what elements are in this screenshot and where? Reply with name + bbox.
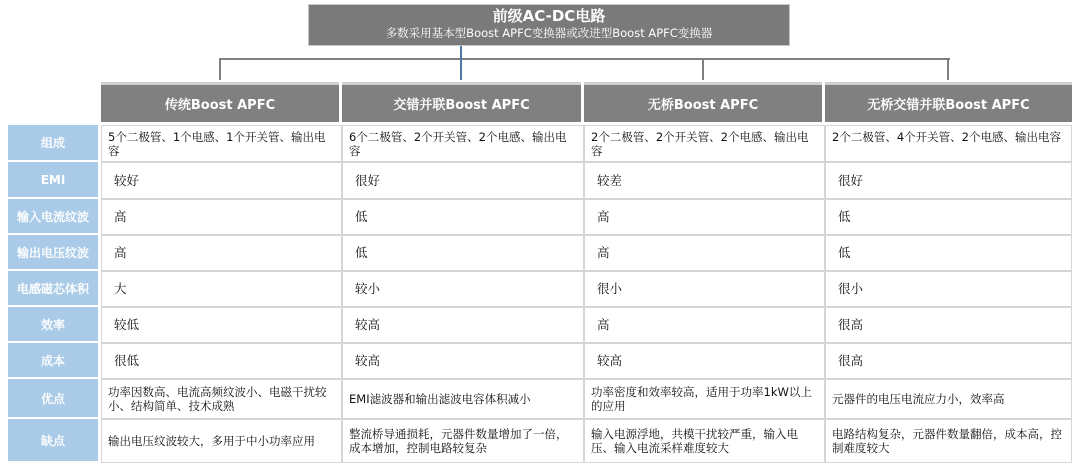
table-cell: 较差 bbox=[584, 162, 825, 199]
root-node bbox=[308, 4, 790, 46]
table-cell: 低 bbox=[342, 235, 584, 271]
table-cell: 很小 bbox=[825, 271, 1072, 307]
table-cell: 很好 bbox=[342, 162, 584, 199]
table-cell: 较高 bbox=[342, 307, 584, 343]
table-cell: 整流桥导通损耗，元器件数量增加了一倍，成本增加，控制电路较复杂 bbox=[342, 419, 584, 463]
row-header-output-voltage-ripple: 输出电压纹波 bbox=[8, 235, 98, 271]
connector-branch-4 bbox=[947, 58, 949, 80]
column-header-traditional: 传统Boost APFC bbox=[101, 82, 339, 122]
connector-branch-2 bbox=[460, 58, 462, 80]
table-cell: 较低 bbox=[101, 307, 342, 343]
table-cell: 电路结构复杂，元器件数量翻倍，成本高，控制难度较大 bbox=[825, 419, 1072, 463]
table-cell: 较好 bbox=[101, 162, 342, 199]
table-cell: 6个二极管、2个开关管、2个电感、输出电容 bbox=[342, 125, 584, 162]
table-cell: 高 bbox=[101, 235, 342, 271]
table-cell: 较高 bbox=[342, 343, 584, 379]
row-header-disadvantages: 缺点 bbox=[8, 419, 98, 463]
table-cell: 5个二极管、1个电感、1个开关管、输出电容 bbox=[101, 125, 342, 162]
table-cell: 较高 bbox=[584, 343, 825, 379]
table-cell: 很好 bbox=[825, 162, 1072, 199]
table-cell: 很低 bbox=[101, 343, 342, 379]
column-header-bridgeless: 无桥Boost APFC bbox=[584, 82, 822, 122]
row-header-advantages: 优点 bbox=[8, 379, 98, 419]
table-cell: 高 bbox=[101, 199, 342, 235]
row-header-cost: 成本 bbox=[8, 343, 98, 379]
row-header-emi: EMI bbox=[8, 162, 98, 199]
row-header-inductor-core-volume: 电感磁芯体积 bbox=[8, 271, 98, 307]
root-subtitle: 多数采用基本型Boost APFC变换器或改进型Boost APFC变换器 bbox=[385, 26, 713, 40]
table-cell: 输入电源浮地，共模干扰较严重，输入电压、输入电流采样难度较大 bbox=[584, 419, 825, 463]
table-cell: 输出电压纹波较大，多用于中小功率应用 bbox=[101, 419, 342, 463]
table-cell: 高 bbox=[584, 199, 825, 235]
row-header-efficiency: 效率 bbox=[8, 307, 98, 343]
column-header-bridgeless-interleaved: 无桥交错并联Boost APFC bbox=[825, 82, 1072, 122]
table-cell: EMI滤波器和输出滤波电容体积减小 bbox=[342, 379, 584, 419]
table-cell: 功率因数高、电流高频纹波小、电磁干扰较小、结构简单、技术成熟 bbox=[101, 379, 342, 419]
row-header-composition: 组成 bbox=[8, 125, 98, 162]
table-cell: 很小 bbox=[584, 271, 825, 307]
connector-branch-3 bbox=[702, 58, 704, 80]
table-cell: 大 bbox=[101, 271, 342, 307]
table-cell: 低 bbox=[825, 235, 1072, 271]
table-cell: 元器件的电压电流应力小，效率高 bbox=[825, 379, 1072, 419]
table-cell: 很高 bbox=[825, 307, 1072, 343]
table-cell: 2个二极管、4个开关管、2个电感、输出电容 bbox=[825, 125, 1072, 162]
column-header-interleaved: 交错并联Boost APFC bbox=[342, 82, 581, 122]
table-cell: 高 bbox=[584, 307, 825, 343]
table-cell: 低 bbox=[342, 199, 584, 235]
root-title: 前级AC-DC电路 bbox=[492, 7, 606, 25]
table-cell: 很高 bbox=[825, 343, 1072, 379]
connector-horizontal bbox=[219, 58, 950, 60]
table-cell: 功率密度和效率较高，适用于功率1kW以上的应用 bbox=[584, 379, 825, 419]
table-cell: 低 bbox=[825, 199, 1072, 235]
table-cell: 高 bbox=[584, 235, 825, 271]
table-cell: 2个二极管、2个开关管、2个电感、输出电容 bbox=[584, 125, 825, 162]
connector-branch-1 bbox=[219, 58, 221, 80]
row-header-input-current-ripple: 输入电流纹波 bbox=[8, 199, 98, 235]
table-cell: 较小 bbox=[342, 271, 584, 307]
